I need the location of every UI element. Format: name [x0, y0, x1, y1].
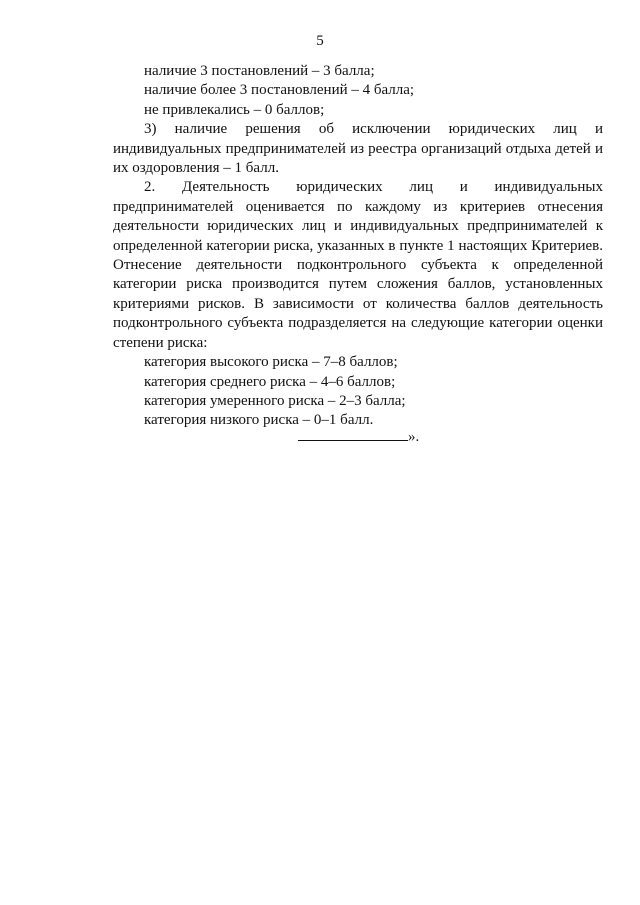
score-line-not-involved: не привлекались – 0 баллов; [144, 101, 325, 118]
item-3-paragraph: 3) наличие решения об исключении юридических лиц и индивидуальных предпринимателей из реестра организаций отдыха детей и их оздоровления – 1 балл. [113, 121, 603, 177]
score-line-more-than-3-decisions: наличие более 3 постановлений – 4 балла; [144, 82, 415, 99]
score-line-3-decisions: наличие 3 постановлений – 3 балла; [144, 63, 375, 79]
document-body [113, 62, 603, 431]
page-number: 5 [316, 33, 324, 49]
closing-quote-mark: ». [408, 429, 420, 445]
risk-category-moderate: категория умеренного риска – 2–3 балла; [144, 392, 406, 409]
closing-line [298, 428, 419, 447]
risk-category-high: категория высокого риска – 7–8 баллов; [144, 354, 398, 371]
risk-category-low: категория низкого риска – 0–1 балл. [144, 412, 374, 429]
risk-category-medium: категория среднего риска – 4–6 баллов; [144, 373, 396, 390]
closing-underline [298, 428, 408, 441]
item-2-paragraph: 2. Деятельность юридических лиц и индивидуальных предпринимателей оценивается по каждому из критериев отнесения деятельности юридических лиц и индивидуальных предпринимателей к определенной категории риска, указанных в пункте 1 настоящих Критериев. Отнесение деятельности подконтрольного субъекта к определенной категории риска производится путем сложения баллов, установленных критериями рисков. В зависимости от количества баллов деятельность подконтрольного субъекта подразделяется на следующие категории оценки степени риска: [113, 179, 603, 351]
